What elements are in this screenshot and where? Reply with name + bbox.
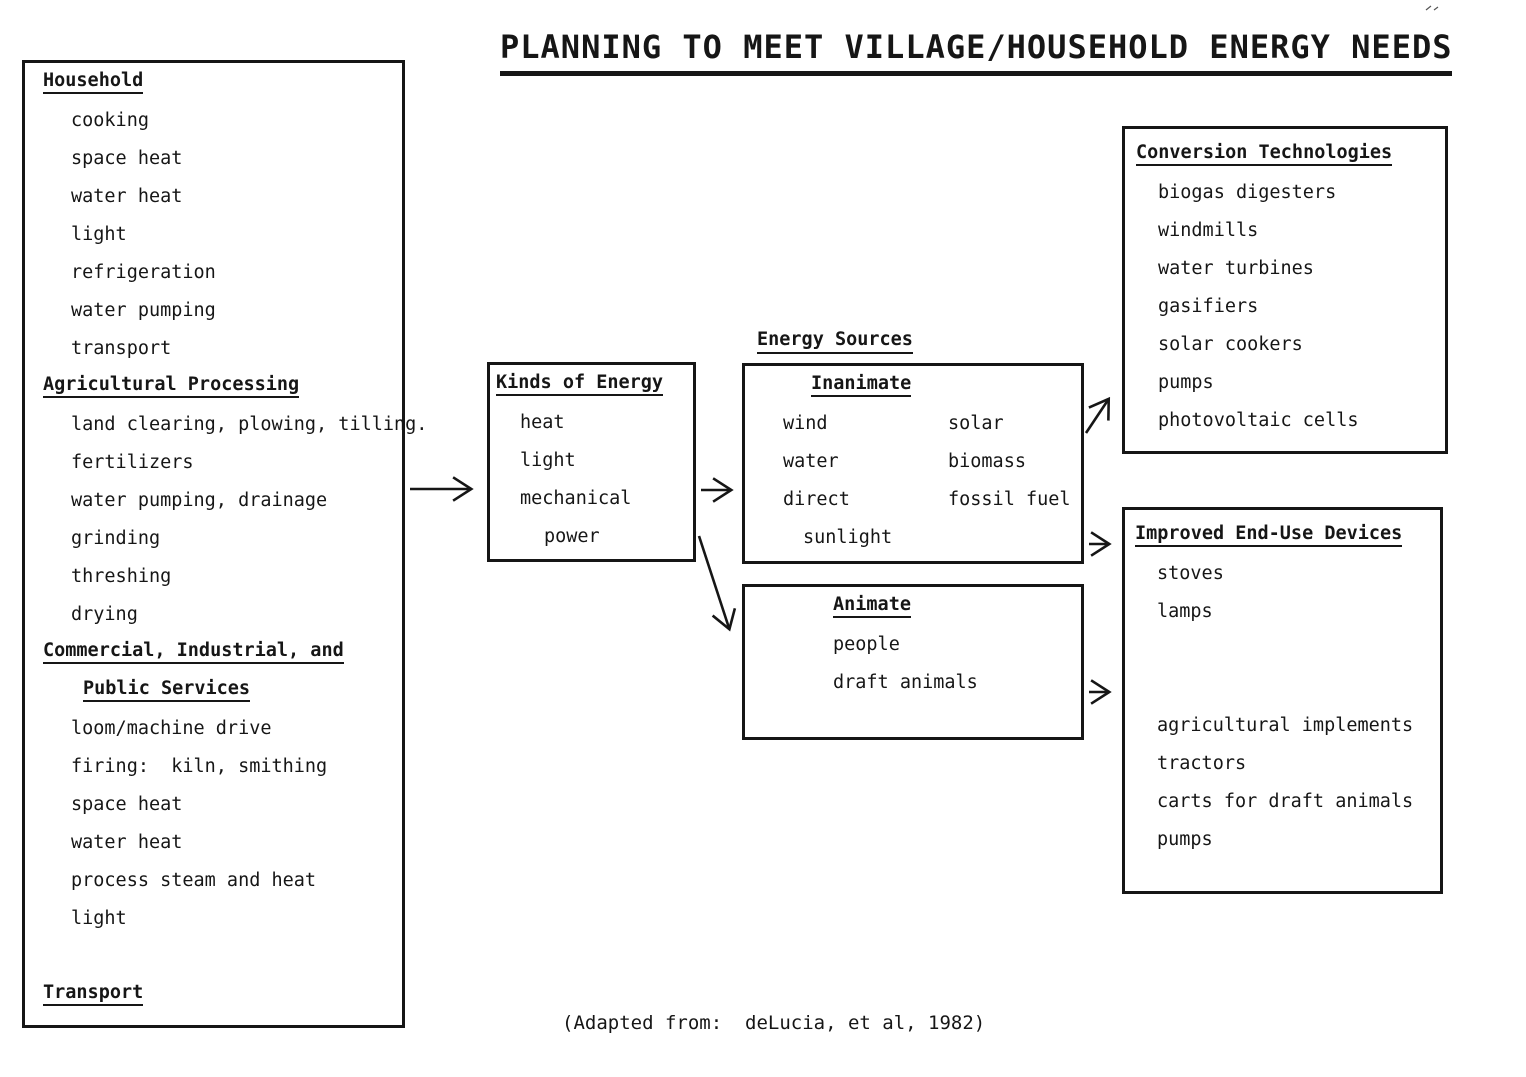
needs-line: [25, 405, 428, 443]
source-left: direct: [783, 488, 850, 510]
conversion-line: [1125, 211, 1445, 249]
kinds-of-energy-box: [487, 362, 696, 562]
list-item-text: water heat: [71, 185, 183, 207]
needs-line: [25, 443, 402, 481]
needs-line: [25, 709, 402, 747]
needs-line: [25, 557, 402, 595]
conversion-line: [1125, 325, 1445, 363]
animate-line: [745, 663, 1081, 701]
source-row: [745, 404, 1081, 442]
list-item-text: biogas digesters: [1158, 181, 1337, 203]
needs-line: [25, 253, 402, 291]
source-caption: (Adapted from: deLucia, et al, 1982): [562, 1012, 986, 1034]
inanimate-header-text: Inanimate: [811, 373, 911, 397]
animate-sources-box: [742, 584, 1084, 740]
kinds-line: [490, 479, 693, 517]
list-item-text: water pumping: [71, 299, 216, 321]
inanimate-rows: [745, 404, 1081, 556]
kinds-line: [490, 403, 693, 441]
list-item-text: refrigeration: [71, 261, 216, 283]
box-header: [490, 365, 693, 403]
list-item-text: firing: kiln, smithing: [71, 755, 328, 777]
arrow-kinds-to-animate: [699, 536, 729, 628]
needs-line: [25, 861, 402, 899]
list-item-text: space heat: [71, 147, 183, 169]
needs-line: [25, 215, 402, 253]
device-line: [1125, 630, 1440, 668]
list-item-text: land clearing, plowing, tilling.: [71, 413, 428, 435]
diagram-title: [500, 28, 1453, 76]
device-line: [1125, 706, 1440, 744]
list-item-text: water pumping, drainage: [71, 489, 328, 511]
box-header-text: Household: [43, 70, 143, 94]
list-item-text: draft animals: [833, 671, 978, 693]
needs-line: [25, 139, 402, 177]
inanimate-sources-box: [742, 363, 1084, 564]
list-item-text: tractors: [1157, 752, 1247, 774]
box-header-text: Commercial, Industrial, and: [43, 640, 344, 664]
source-left: wind: [783, 412, 828, 434]
box-header-text: Agricultural Processing: [43, 374, 299, 398]
list-item-text: solar cookers: [1158, 333, 1303, 355]
source-row: [745, 480, 1081, 518]
box-header: [745, 366, 1081, 404]
list-item-text: people: [833, 633, 900, 655]
conversion-line: [1125, 401, 1445, 439]
list-item-text: cooking: [71, 109, 149, 131]
device-line: [1125, 668, 1440, 706]
needs-line: [25, 937, 402, 975]
source-right: fossil fuel: [948, 488, 1071, 510]
energy-sources-label: Energy Sources: [757, 329, 913, 354]
source-left: sunlight: [803, 526, 893, 548]
kinds-line: [490, 441, 693, 479]
arrow-inanimate-to-conversion: [1086, 400, 1108, 433]
box-header: [25, 671, 402, 709]
list-item-text: grinding: [71, 527, 161, 549]
list-item-text: transport: [71, 337, 172, 359]
list-item-text: process steam and heat: [71, 869, 317, 891]
box-header: [745, 587, 1081, 625]
list-item-text: space heat: [71, 793, 183, 815]
needs-line: [25, 785, 402, 823]
box-header: [25, 63, 402, 101]
needs-line: [25, 291, 402, 329]
list-item-text: lamps: [1157, 600, 1213, 622]
box-header: [1125, 135, 1445, 173]
device-line: [1125, 592, 1440, 630]
conversion-line: [1125, 287, 1445, 325]
box-header: [25, 367, 402, 405]
kinds-line: [490, 517, 693, 555]
device-line: [1125, 744, 1440, 782]
energy-needs-box: [22, 60, 428, 1028]
needs-line: [25, 101, 402, 139]
list-item-text: pumps: [1157, 828, 1213, 850]
list-item-text: threshing: [71, 565, 172, 587]
list-item-text: heat: [520, 411, 565, 433]
device-line: [1125, 554, 1440, 592]
needs-line: [25, 747, 402, 785]
list-item-text: power: [544, 525, 600, 547]
list-item-text: gasifiers: [1158, 295, 1259, 317]
source-right: solar: [948, 412, 1004, 434]
conversion-technologies-box: [1122, 126, 1448, 454]
list-item-text: water turbines: [1158, 257, 1314, 279]
list-item-text: light: [71, 223, 127, 245]
list-item-text: light: [520, 449, 576, 471]
source-row: [745, 518, 1081, 556]
box-header-text: Kinds of Energy: [496, 372, 663, 396]
needs-line: [25, 899, 402, 937]
list-item-text: mechanical: [520, 487, 632, 509]
box-header: [1125, 516, 1440, 554]
animate-line: [745, 625, 1081, 663]
box-header-text: Transport: [43, 982, 143, 1006]
list-item-text: fertilizers: [71, 451, 194, 473]
device-line: [1125, 782, 1440, 820]
list-item-text: light: [71, 907, 127, 929]
list-item-text: pumps: [1158, 371, 1214, 393]
needs-line: [25, 177, 402, 215]
box-header-text: Conversion Technologies: [1136, 142, 1392, 166]
box-header-text: Animate: [833, 594, 911, 618]
device-line: [1125, 820, 1440, 858]
conversion-line: [1125, 249, 1445, 287]
box-header-text: Public Services: [83, 678, 250, 702]
source-left: water: [783, 450, 839, 472]
box-header: [25, 975, 402, 1013]
list-item-text: photovoltaic cells: [1158, 409, 1359, 431]
needs-line: [25, 595, 402, 633]
source-row: [745, 442, 1081, 480]
list-item-text: drying: [71, 603, 138, 625]
list-item-text: carts for draft animals: [1157, 790, 1414, 812]
list-item-text: water heat: [71, 831, 183, 853]
needs-line: [25, 519, 402, 557]
box-header: [25, 633, 402, 671]
scan-artifact: [1426, 6, 1438, 10]
list-item-text: stoves: [1157, 562, 1224, 584]
list-item-text: loom/machine drive: [71, 717, 272, 739]
list-item-text: agricultural implements: [1157, 714, 1414, 736]
needs-line: [25, 823, 402, 861]
list-item-text: windmills: [1158, 219, 1259, 241]
needs-line: [25, 329, 402, 367]
conversion-line: [1125, 363, 1445, 401]
source-right: biomass: [948, 450, 1026, 472]
diagram-title-text: PLANNING TO MEET VILLAGE/HOUSEHOLD ENERGY NEEDS: [500, 28, 1452, 76]
improved-end-use-devices-box: [1122, 507, 1443, 894]
box-header-text: Improved End-Use Devices: [1135, 523, 1402, 547]
needs-line: [25, 481, 402, 519]
conversion-line: [1125, 173, 1445, 211]
